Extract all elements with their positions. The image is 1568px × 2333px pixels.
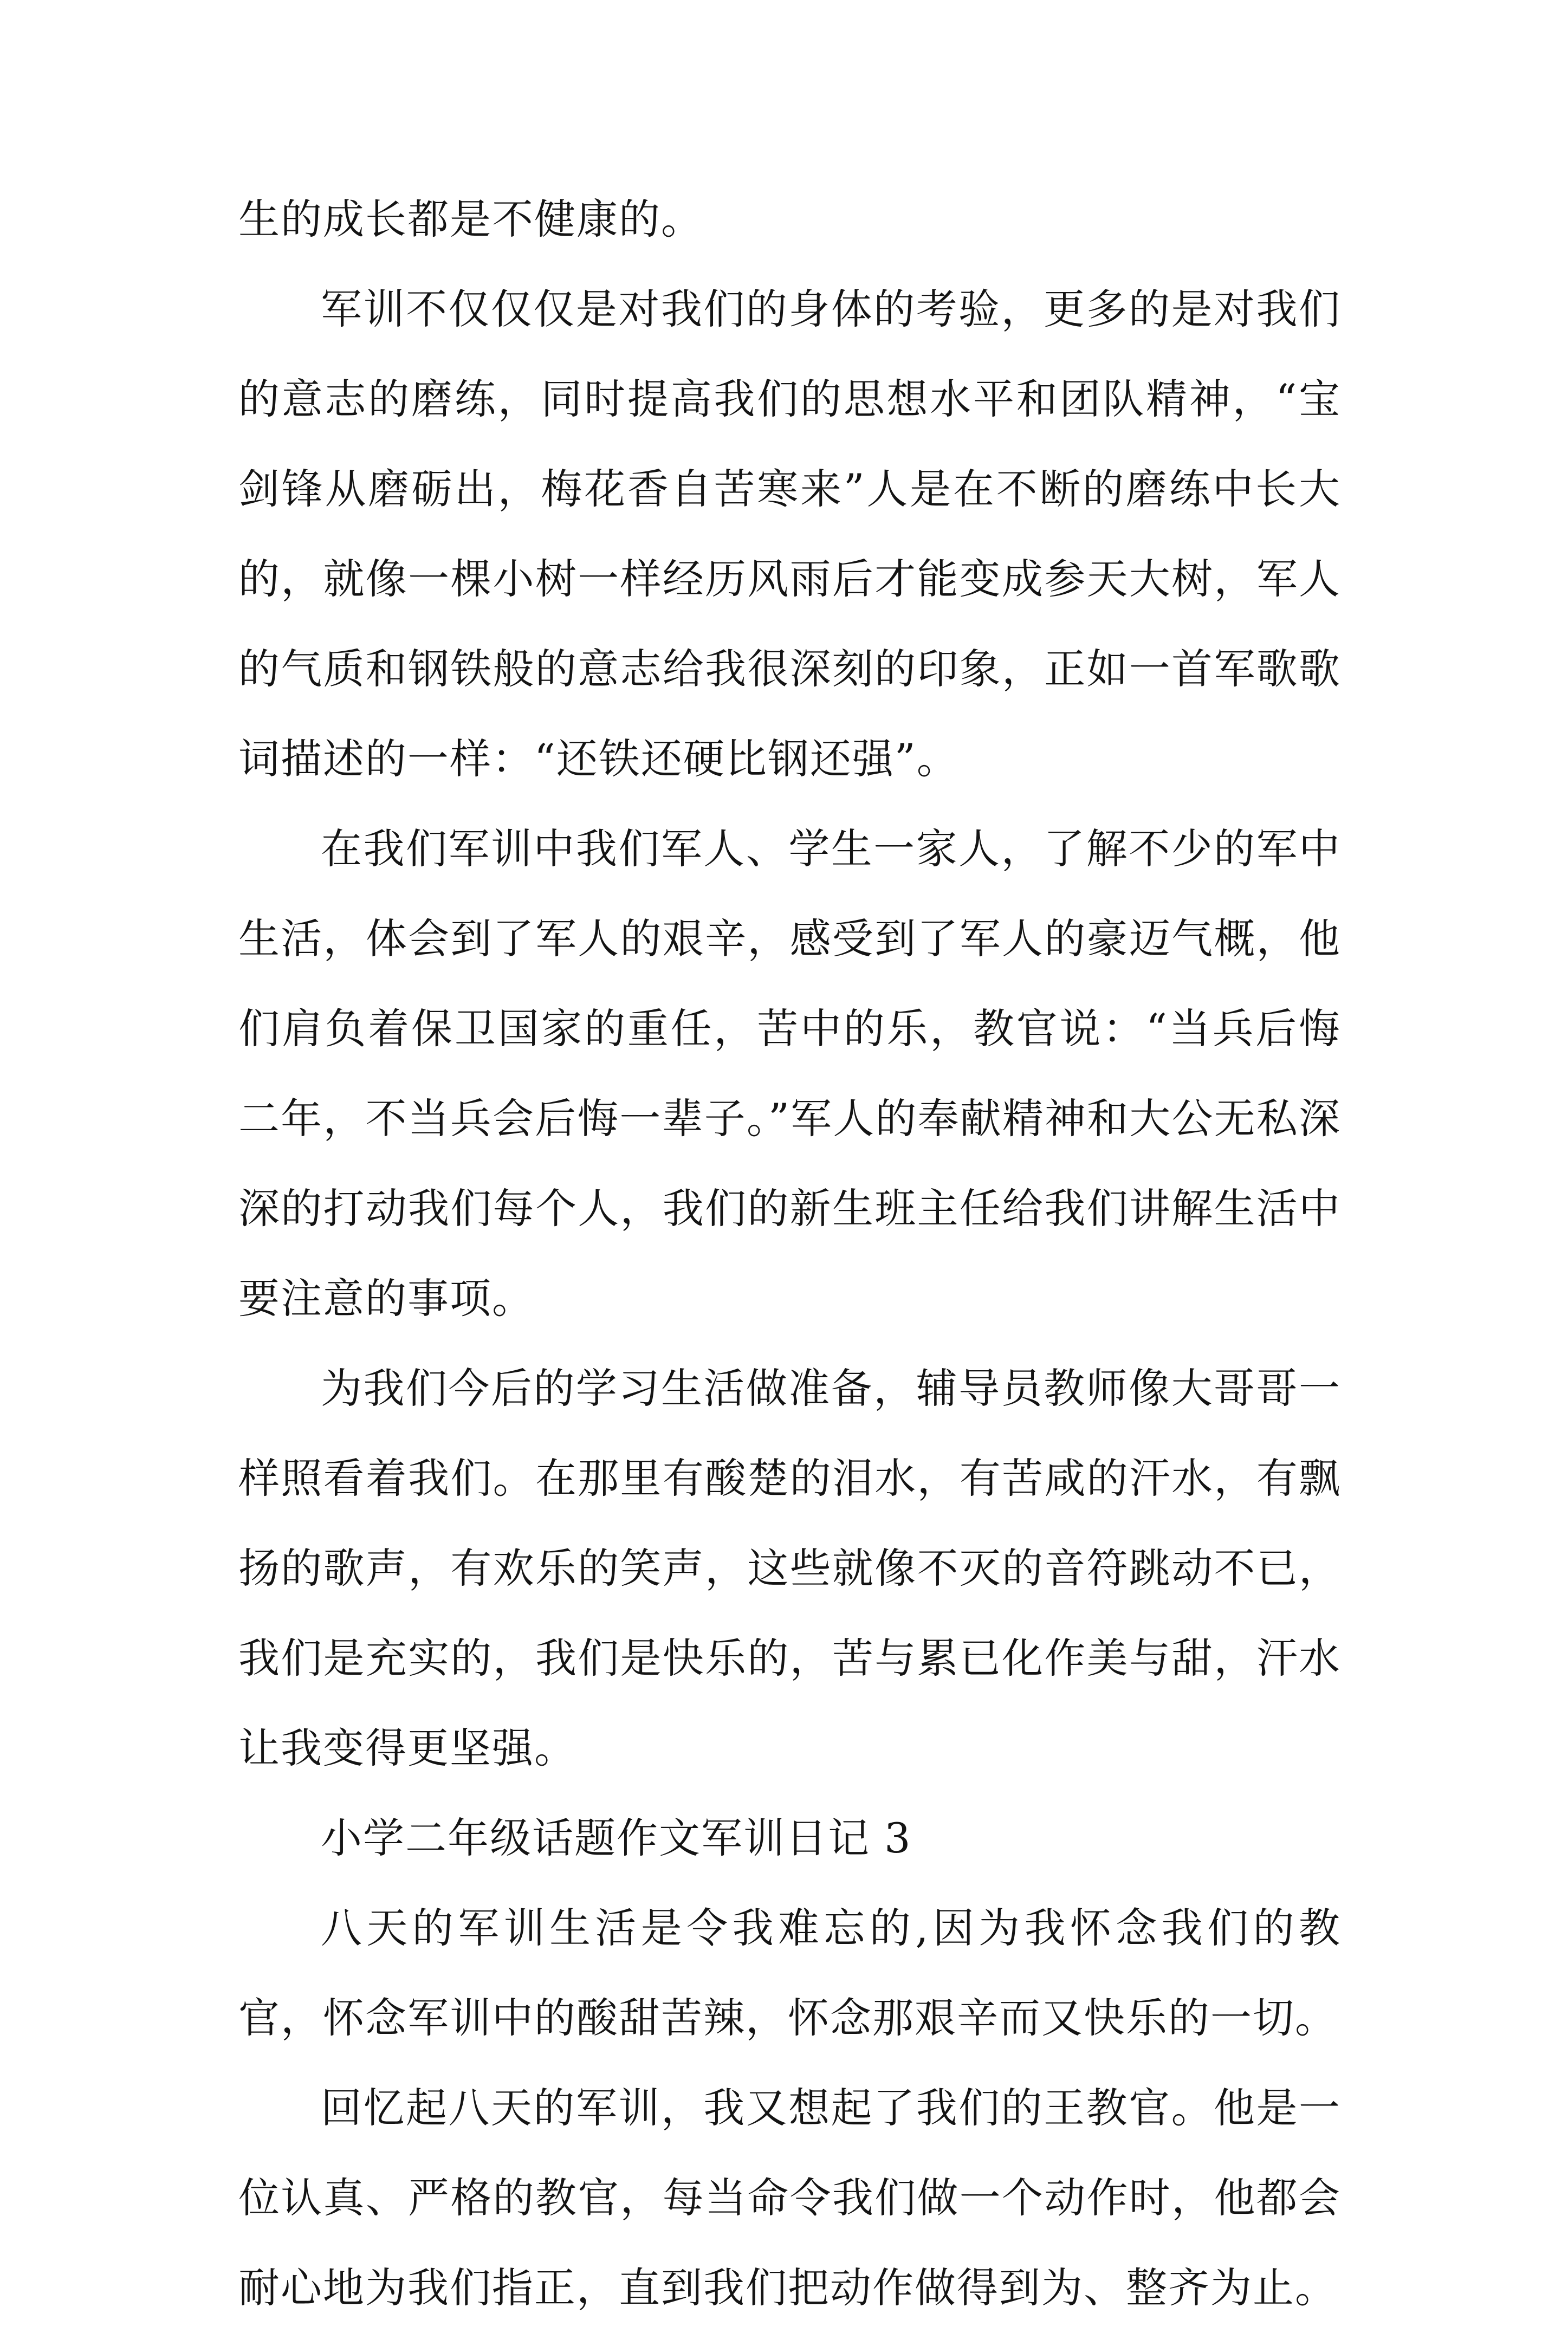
paragraph: 军训不仅仅仅是对我们的身体的考验，更多的是对我们的意志的磨练，同时提高我们的思想水平和团队精神，“宝剑锋从磨砺出，梅花香自苦寒来”人是在不断的磨练中长大的，就像一棵小树一样经历风雨后才能变成参天大树，军人的气质和钢铁般的意志给我很深刻的印象，正如一首军歌歌词描述的一样：“还铁还硬比钢还强”。: [238, 285, 1341, 783]
section-heading: 小学二年级话题作文军训日记 3: [321, 1814, 912, 1862]
paragraph: 生的成长都是不健康的。: [238, 195, 703, 243]
paragraph: 在我们军训中我们军人、学生一家人，了解不少的军中生活，体会到了军人的艰辛，感受到了军人的豪迈气概，他们肩负着保卫国家的重任，苦中的乐，教官说：“当兵后悔二年，不当兵会后悔一辈子。”军人的奉献精神和大公无私深深的打动我们每个人，我们的新生班主任给我们讲解生活中要注意的事项。: [238, 825, 1341, 1323]
paragraph: 为我们今后的学习生活做准备，辅导员教师像大哥哥一样照看着我们。在那里有酸楚的泪水，有苦咸的汗水，有飘扬的歌声，有欢乐的笑声，这些就像不灭的音符跳动不已，我们是充实的，我们是快乐的，苦与累已化作美与甜，汗水让我变得更坚强。: [238, 1364, 1341, 1772]
paragraph: 回忆起八天的军训，我又想起了我们的王教官。他是一位认真、严格的教官，每当命令我们做一个动作时，他都会耐心地为我们指正，直到我们把动作做得到为、整齐为止。: [238, 2084, 1341, 2312]
paragraph: 八天的军训生活是令我难忘的,因为我怀念我们的教官，怀念军训中的酸甜苦辣，怀念那艰辛而又快乐的一切。: [238, 1904, 1341, 2042]
document-body: [238, 174, 1341, 2333]
